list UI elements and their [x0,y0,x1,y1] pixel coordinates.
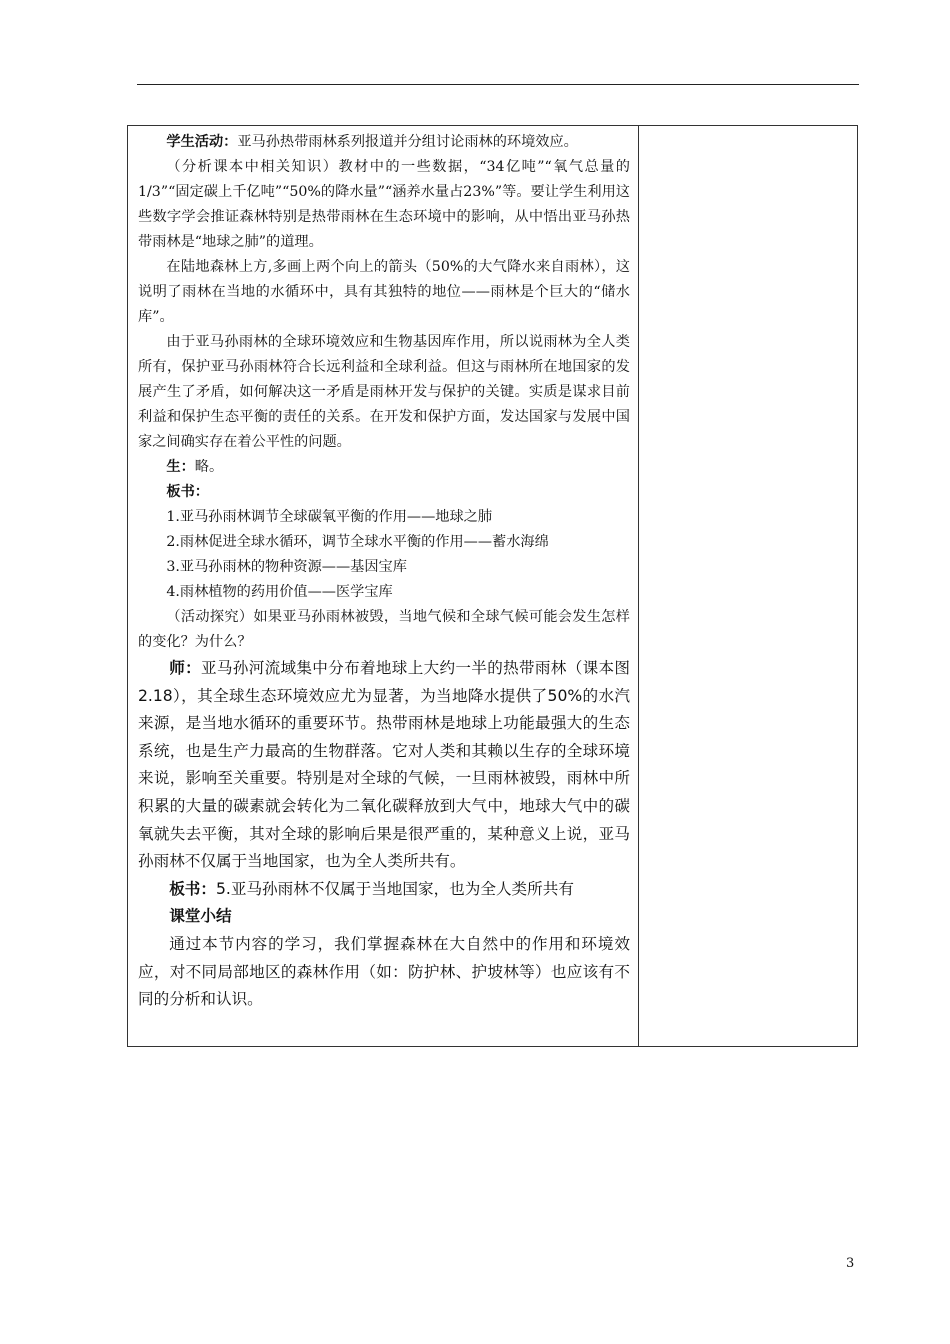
teacher-text: 亚马孙河流域集中分布着地球上大约一半的热带雨林（课本图2.18），其全球生态环境效应尤为显著，为当地降水提供了50%的水汽来源，是当地水循环的重要环节。热带雨林是地球上功能最强大的生态系统，也是生产力最高的生物群落。它对人类和其赖以生存的全球环境来说，影响至关重要。特别是对全球的气候，一旦雨林被毁，雨林中所积累的大量的碳素就会转化为二氧化碳释放到大气中，地球大气中的碳氧就失去平衡，其对全球的影响后果是很严重的，某种意义上说，亚马孙雨林不仅属于当地国家，也为全人类所共有。 [138,659,630,871]
teacher-paragraph [138,655,630,876]
analysis-paragraph: （分析课本中相关知识）教材中的一些数据，“34亿吨”“氧气总量的1/3”“固定碳上千亿吨”“50%的降水量”“涵养水量占23%”等。要让学生利用这些数字学会推证森林特别是热带雨林在生态环境中的影响，从中悟出亚马孙热带雨林是“地球之肺”的道理。 [138,159,630,250]
board5-text: 5.亚马孙雨林不仅属于当地国家，也为全人类所共有 [215,879,574,898]
student-reply-text: 略。 [194,459,224,475]
notes-cell [639,126,857,1046]
board5-label: 板书： [169,879,216,898]
board-list [138,505,630,605]
student-reply-label: 生： [166,459,195,475]
student-reply-paragraph [138,455,630,480]
inquiry-paragraph: （活动探究）如果亚马孙雨林被毁，当地气候和全球气候可能会发生怎样的变化？为什么？ [138,609,630,650]
lesson-table [127,125,858,1047]
board-item: 2.雨林促进全球水循环，调节全球水平衡的作用——蓄水海绵 [166,534,549,550]
board-item: 1.亚马孙雨林调节全球碳氧平衡的作用——地球之肺 [166,509,493,525]
lesson-content-cell [128,126,639,1046]
board-item: 4.雨林植物的药用价值——医学宝库 [166,584,393,600]
page-number: 3 [846,1256,855,1271]
arrows-paragraph: 在陆地森林上方,多画上两个向上的箭头（50%的大气降水来自雨林），这说明了雨林在当地的水循环中，具有其独特的地位——雨林是个巨大的“储水库”。 [138,259,630,325]
global-paragraph: 由于亚马孙雨林的全球环境效应和生物基因库作用，所以说雨林为全人类所有，保护亚马孙雨林符合长远利益和全球利益。但这与雨林所在地国家的发展产生了矛盾，如何解决这一矛盾是雨林开发与保护的关键。实质是谋求目前利益和保护生态平衡的责任的关系。在开发和保护方面，发达国家与发展中国家之间确实存在着公平性的问题。 [138,334,630,450]
student-activity-label: 学生活动： [166,134,238,150]
student-activity-paragraph [138,130,630,155]
header-rule [137,84,859,85]
board-item: 3.亚马孙雨林的物种资源——基因宝库 [166,559,407,575]
teacher-label: 师： [169,659,201,677]
summary-paragraph: 通过本节内容的学习，我们掌握森林在大自然中的作用和环境效应，对不同局部地区的森林作用（如：防护林、护坡林等）也应该有不同的分析和认识。 [138,934,630,1009]
board-title: 板书： [166,484,209,500]
board5-paragraph [138,876,630,904]
summary-title: 课堂小结 [169,907,232,926]
teacher-section [138,655,630,1014]
student-activity-text: 亚马孙热带雨林系列报道并分组讨论雨林的环境效应。 [237,134,578,150]
